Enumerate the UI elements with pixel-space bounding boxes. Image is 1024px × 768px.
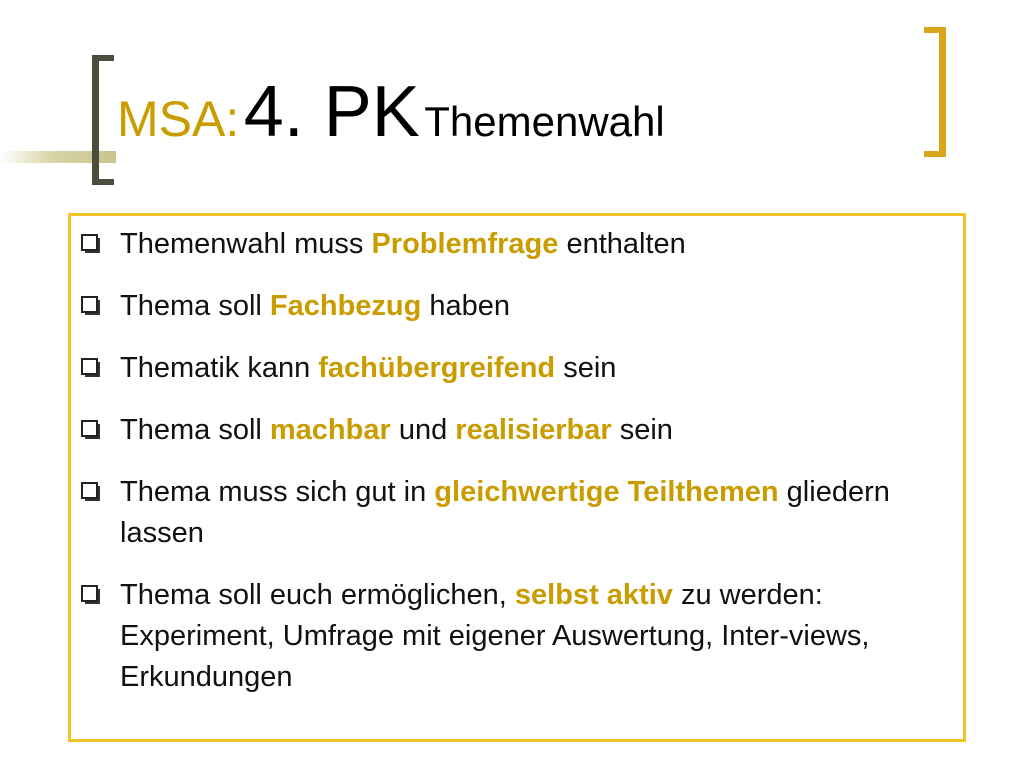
list-item [81,472,961,554]
bullet-text: Thema muss sich gut in [120,476,435,508]
bullet-text: zu werden: Experiment, Umfrage mit eigener Auswertung, Inter-views, Erkundungen [120,579,870,693]
checkbox-icon [81,234,101,254]
checkbox-icon [81,420,101,440]
list-item [81,224,961,265]
bullet-text: Themenwahl muss [120,228,372,260]
bullet-text: und [390,414,456,446]
list-item [81,575,961,698]
page-title [117,72,665,152]
list-item [81,348,961,389]
bullet-text: gliedern lassen [120,476,890,549]
title-number: 4. PK [243,72,420,152]
left-bracket-icon [92,55,114,185]
content-box [68,213,966,742]
highlight-text: Problemfrage [371,228,559,260]
checkbox-icon [81,585,101,605]
highlight-text: fachübergreifend [318,352,556,384]
bullet-text: haben [421,290,511,322]
highlight-text: Fachbezug [269,290,422,322]
bullet-text: Thema soll euch ermöglichen, [120,579,515,611]
title-prefix: MSA: [117,91,240,147]
list-item [81,286,961,327]
list-item [81,410,961,451]
checkbox-icon [81,482,101,502]
bullet-text: Thema soll [120,414,270,446]
highlight-text: selbst aktiv [514,579,673,611]
bullet-text: enthalten [558,228,686,260]
bullet-text: sein [611,414,673,446]
checkbox-icon [81,296,101,316]
bullet-list [81,224,961,719]
highlight-text: gleichwertige Teilthemen [434,476,779,508]
highlight-text: machbar [269,414,391,446]
bullet-text: Thematik kann [120,352,319,384]
right-bracket-icon [924,27,946,157]
title-rest: Themenwahl [424,98,665,145]
checkbox-icon [81,358,101,378]
bullet-text: sein [555,352,617,384]
highlight-text: realisierbar [455,414,612,446]
bullet-text: Thema soll [120,290,270,322]
